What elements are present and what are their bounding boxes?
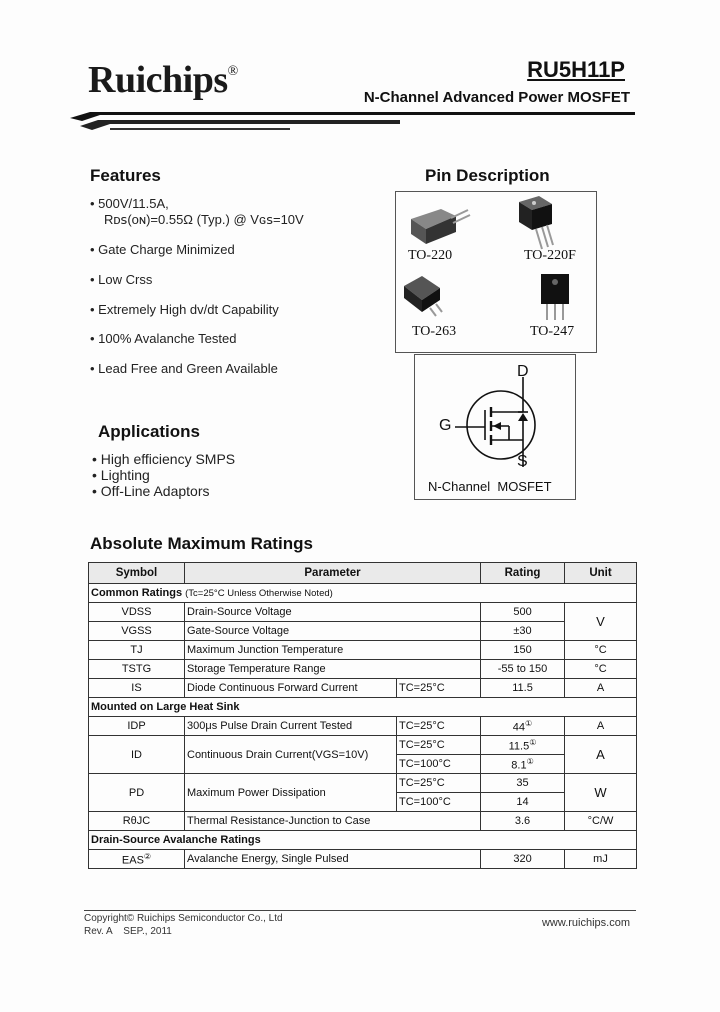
symbol-cell: PD	[89, 774, 185, 812]
application-item: • High efficiency SMPS	[92, 451, 236, 467]
section-row	[89, 584, 637, 603]
unit-cell: mJ	[565, 850, 637, 869]
rating-cell: ±30	[481, 622, 565, 641]
rating-cell: -55 to 150	[481, 660, 565, 679]
rating-cell: 44①	[481, 717, 565, 736]
symbol-caption: N-Channel MOSFET	[428, 479, 552, 494]
unit-header: Unit	[565, 563, 637, 584]
rating-cell: 35	[481, 774, 565, 793]
parameter-header: Parameter	[185, 563, 481, 584]
symbol-header: Symbol	[89, 563, 185, 584]
package-label: TO-247	[530, 324, 575, 339]
table-row	[89, 660, 637, 679]
gate-pin-label: G	[439, 417, 452, 434]
unit-cell: A	[565, 736, 637, 774]
condition-cell: TC=25°C	[397, 736, 481, 755]
header-rule-graphic	[70, 112, 635, 136]
to220-package-icon	[406, 204, 471, 244]
unit-cell: °C/W	[565, 812, 637, 831]
table-row	[89, 717, 637, 736]
symbol-cell: TSTG	[89, 660, 185, 679]
features-title: Features	[90, 166, 161, 185]
footer-divider	[84, 910, 636, 911]
table-header-row	[89, 563, 637, 584]
condition-cell: TC=100°C	[397, 755, 481, 774]
to263-package-icon	[400, 272, 450, 320]
parameter-cell: Diode Continuous Forward Current	[185, 679, 397, 698]
parameter-cell: Continuous Drain Current(VGS=10V)	[185, 736, 397, 774]
package-label: TO-263	[412, 324, 457, 339]
unit-cell: W	[565, 774, 637, 812]
rating-cell: 500	[481, 603, 565, 622]
symbol-cell: EAS②	[89, 850, 185, 869]
package-label: TO-220	[408, 248, 453, 263]
to220f-package-icon	[514, 194, 559, 252]
parameter-cell: Gate-Source Voltage	[185, 622, 481, 641]
pin-description-title: Pin Description	[425, 166, 550, 185]
condition-cell: TC=25°C	[397, 679, 481, 698]
table-row	[89, 812, 637, 831]
parameter-cell: Maximum Junction Temperature	[185, 641, 481, 660]
document-subtitle: N-Channel Advanced Power MOSFET	[363, 89, 630, 106]
feature-item: • 500V/11.5A,	[90, 196, 169, 211]
brand-logo: Ruichips®	[88, 59, 238, 101]
section-row	[89, 698, 637, 717]
symbol-cell: IDP	[89, 717, 185, 736]
feature-item: Rᴅꜱ(ᴏɴ)=0.55Ω (Typ.) @ Vɢꜱ=10V	[104, 212, 304, 227]
package-images-box	[395, 191, 597, 353]
unit-cell: °C	[565, 660, 637, 679]
applications-title: Applications	[98, 422, 201, 441]
condition-cell: TC=25°C	[397, 717, 481, 736]
parameter-cell: Maximum Power Dissipation	[185, 774, 397, 812]
table-row	[89, 641, 637, 660]
rating-cell: 150	[481, 641, 565, 660]
rating-cell: 11.5①	[481, 736, 565, 755]
symbol-cell: ID	[89, 736, 185, 774]
section-common-ratings: Common Ratings (Tc=25°C Unless Otherwise Noted)	[89, 584, 637, 603]
feature-item: • Low Crss	[90, 272, 153, 287]
table-row	[89, 679, 637, 698]
rating-cell: 3.6	[481, 812, 565, 831]
footer-copyright: Copyright© Ruichips Semiconductor Co., Ltd	[84, 913, 283, 924]
unit-cell: °C	[565, 641, 637, 660]
unit-cell: V	[565, 603, 637, 641]
rating-cell: 14	[481, 793, 565, 812]
table-row	[89, 774, 637, 793]
parameter-cell: 300μs Pulse Drain Current Tested	[185, 717, 397, 736]
symbol-cell: TJ	[89, 641, 185, 660]
unit-cell: A	[565, 679, 637, 698]
rating-cell: 320	[481, 850, 565, 869]
ratings-title: Absolute Maximum Ratings	[90, 534, 313, 553]
drain-pin-label: D	[517, 363, 529, 380]
condition-cell: TC=100°C	[397, 793, 481, 812]
absolute-maximum-ratings-table	[88, 562, 637, 869]
parameter-cell: Drain-Source Voltage	[185, 603, 481, 622]
symbol-cell: IS	[89, 679, 185, 698]
source-pin-label: S	[517, 453, 528, 470]
table-row	[89, 622, 637, 641]
rating-cell: 8.1①	[481, 755, 565, 774]
section-row	[89, 831, 637, 850]
parameter-cell: Avalanche Energy, Single Pulsed	[185, 850, 481, 869]
feature-item: • Gate Charge Minimized	[90, 242, 235, 257]
feature-item: • Lead Free and Green Available	[90, 361, 278, 376]
feature-item: • 100% Avalanche Tested	[90, 331, 237, 346]
section-avalanche: Drain-Source Avalanche Ratings	[89, 831, 637, 850]
mosfet-symbol-box	[414, 354, 576, 500]
rating-cell: 11.5	[481, 679, 565, 698]
application-item: • Lighting	[92, 467, 150, 483]
unit-cell: A	[565, 717, 637, 736]
feature-item: • Extremely High dv/dt Capability	[90, 302, 279, 317]
package-label: TO-220F	[524, 248, 576, 263]
parameter-cell: Thermal Resistance-Junction to Case	[185, 812, 481, 831]
to247-package-icon	[539, 274, 571, 322]
application-item: • Off-Line Adaptors	[92, 483, 210, 499]
part-number: RU5H11P	[527, 57, 625, 82]
table-row	[89, 736, 637, 755]
symbol-cell: RθJC	[89, 812, 185, 831]
table-row	[89, 603, 637, 622]
symbol-cell: VGSS	[89, 622, 185, 641]
footer-revision: Rev. A SEP., 2011	[84, 926, 172, 937]
condition-cell: TC=25°C	[397, 774, 481, 793]
section-heat-sink: Mounted on Large Heat Sink	[89, 698, 637, 717]
rating-header: Rating	[481, 563, 565, 584]
table-row	[89, 850, 637, 869]
footer-website: www.ruichips.com	[541, 917, 630, 929]
parameter-cell: Storage Temperature Range	[185, 660, 481, 679]
symbol-cell: VDSS	[89, 603, 185, 622]
